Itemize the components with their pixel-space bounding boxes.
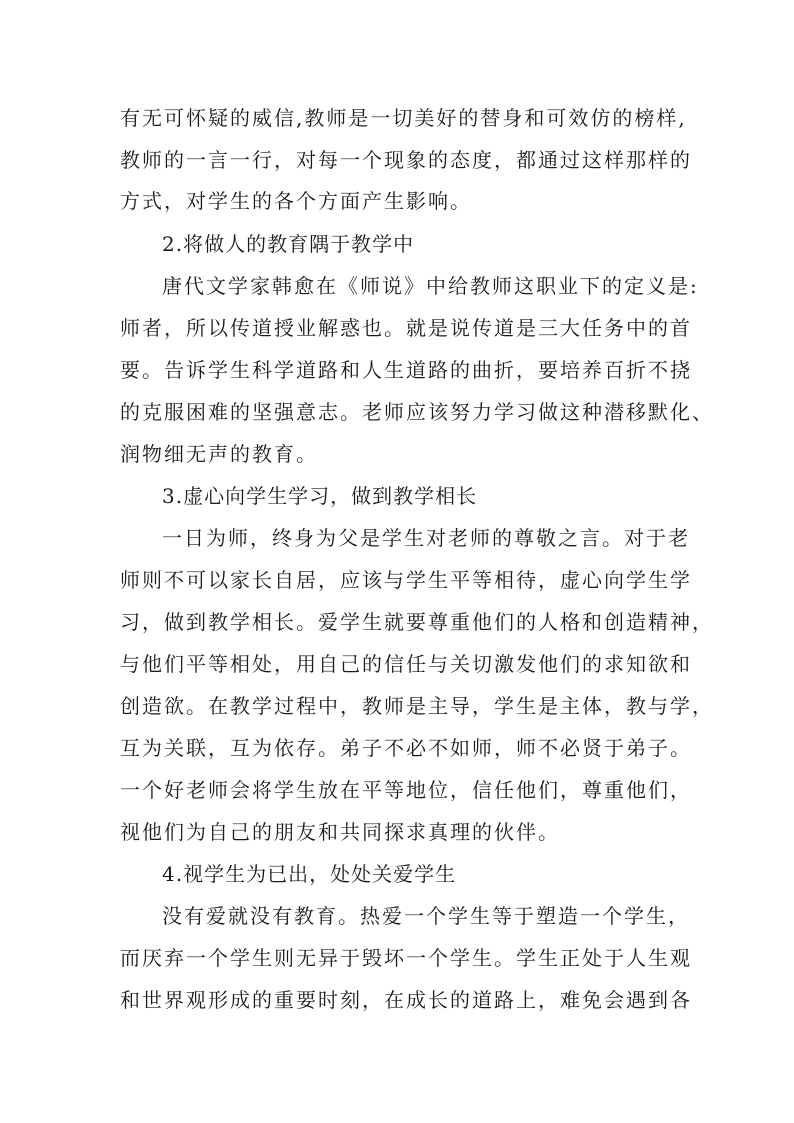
section-heading: 3.虚心向学生学习，做到教学相长 bbox=[162, 484, 478, 508]
text-line: 创造欲。在教学过程中，教师是主导，学生是主体，教与学， bbox=[120, 694, 714, 718]
text-line: 有无可怀疑的威信,教师是一切美好的替身和可效仿的榜样, bbox=[120, 106, 687, 130]
section-heading: 2.将做人的教育隅于教学中 bbox=[162, 232, 415, 256]
text-line: 和世界观形成的重要时刻，在成长的道路上，难免会遇到各 bbox=[120, 988, 692, 1012]
text-line: 教师的一言一行，对每一个现象的态度，都通过这样那样的 bbox=[120, 148, 692, 172]
paragraph-first-line: 唐代文学家韩愈在《师说》中给教师这职业下的定义是: bbox=[162, 274, 699, 298]
text-line: 师者，所以传道授业解惑也。就是说传道是三大任务中的首 bbox=[120, 316, 692, 340]
text-line: 与他们平等相处，用自己的信任与关切激发他们的求知欲和 bbox=[120, 652, 692, 676]
section-heading: 4.视学生为已出，处处关爱学生 bbox=[162, 862, 457, 886]
text-line: 的克服困难的坚强意志。老师应该努力学习做这种潜移默化、 bbox=[120, 400, 714, 424]
text-line: 一个好老师会将学生放在平等地位，信任他们，尊重他们， bbox=[120, 778, 692, 802]
text-line: 师则不可以家长自居，应该与学生平等相待，虚心向学生学 bbox=[120, 568, 692, 592]
text-line: 互为关联，互为依存。弟子不必不如师，师不必贤于弟子。 bbox=[120, 736, 692, 760]
text-line: 习，做到教学相长。爱学生就要尊重他们的人格和创造精神， bbox=[120, 610, 714, 634]
text-line: 润物细无声的教育。 bbox=[120, 442, 318, 466]
text-line: 方式，对学生的各个方面产生影响。 bbox=[120, 189, 472, 213]
text-line: 要。告诉学生科学道路和人生道路的曲折，要培养百折不挠 bbox=[120, 358, 692, 382]
paragraph-first-line: 没有爱就没有教育。热爱一个学生等于塑造一个学生， bbox=[162, 904, 690, 928]
text-line: 视他们为自己的朋友和共同探求真理的伙伴。 bbox=[120, 820, 560, 844]
text-line: 而厌弃一个学生则无异于毁坏一个学生。学生正处于人生观 bbox=[120, 946, 692, 970]
paragraph-first-line: 一日为师，终身为父是学生对老师的尊敬之言。对于老 bbox=[162, 526, 690, 550]
